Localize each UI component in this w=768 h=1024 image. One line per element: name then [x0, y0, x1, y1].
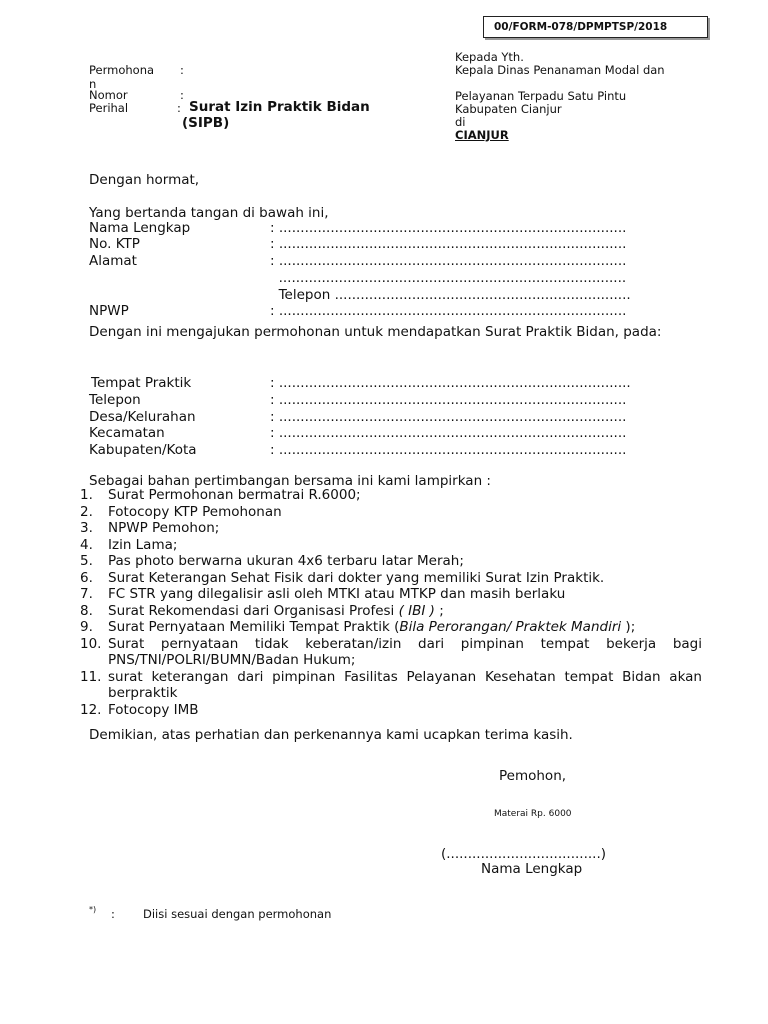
intro-text: Yang bertanda tangan di bawah ini,: [89, 205, 329, 221]
list-item: [80, 636, 702, 669]
field-label-nama: Nama Lengkap: [89, 220, 191, 236]
signature-name: Nama Lengkap: [481, 861, 583, 877]
perihal-title-line2: (SIPB): [182, 115, 230, 131]
field-label-desa: Desa/Kelurahan: [89, 409, 196, 425]
list-text: Surat Permohonan bermatrai R.6000;: [108, 487, 361, 503]
list-number: 3.: [80, 520, 93, 536]
list-text: Surat pernyataan tidak keberatan/izin dari pimpinan tempat bekerja bagi PNS/TNI/POLRI/BUMN/Badan Hukum;: [108, 635, 702, 668]
address-line1: Kepada Yth.: [455, 50, 524, 64]
pemohon-colon: :: [180, 63, 184, 77]
attachments-list: [80, 487, 702, 718]
field-label-tempat: Tempat Praktik: [91, 375, 192, 391]
field-blank-nama: : .................................................................................: [270, 220, 627, 236]
list-text: Surat Keterangan Sehat Fisik dari dokter yang memiliki Surat Izin Praktik.: [108, 569, 605, 586]
list-item: [80, 504, 702, 521]
list-number: 5.: [80, 553, 93, 569]
pemohon-label-wrap: n: [89, 77, 97, 91]
list-text: Pas photo berwarna ukuran 4x6 terbaru latar Merah;: [108, 553, 464, 569]
nomor-colon: :: [180, 88, 184, 102]
address-line3: Pelayanan Terpadu Satu Pintu: [455, 89, 627, 103]
attachments-intro: Sebagai bahan pertimbangan bersama ini kami lampirkan :: [89, 473, 491, 489]
field-blank-telepon: Telepon .....................................................................: [270, 287, 631, 303]
field-label-npwp: NPWP: [89, 303, 129, 319]
list-text: Fotocopy KTP Pemohonan: [108, 503, 282, 520]
field-label-kecamatan: Kecamatan: [89, 425, 165, 441]
practice-fields: [0, 375, 768, 465]
list-item: [80, 586, 702, 603]
list-number: 1.: [80, 487, 93, 503]
list-text: surat keterangan dari pimpinan Fasilitas Pelayanan Kesehatan tempat Bidan akan berpraktik: [108, 668, 702, 701]
nomor-label: Nomor: [89, 88, 128, 102]
field-blank-kecamatan: : .................................................................................: [270, 425, 627, 441]
list-number: 2.: [80, 503, 93, 520]
list-text: Surat Pernyataan Memiliki Tempat Praktik (: [108, 619, 400, 635]
list-number: 9.: [80, 619, 93, 635]
list-text: FC STR yang dilegalisir asli oleh MTKI atau MTKP dan masih berlaku: [108, 586, 566, 602]
footnote-marker: *): [89, 905, 97, 914]
signature-pemohon: Pemohon,: [499, 768, 567, 784]
field-blank-alamat-2: .................................................................................: [270, 270, 627, 286]
list-item: [80, 570, 702, 587]
list-item: [80, 619, 702, 636]
list-number: 6.: [80, 569, 93, 586]
field-blank-ktp: : .................................................................................: [270, 236, 627, 252]
list-item: [80, 669, 702, 702]
list-text: Izin Lama;: [108, 536, 178, 553]
list-text-end: ;: [434, 602, 444, 619]
list-number: 4.: [80, 536, 93, 553]
footnote-text: Diisi sesuai dengan permohonan: [143, 907, 332, 921]
field-label-telepon: Telepon: [89, 392, 141, 408]
signature-blank: (....................................): [441, 846, 607, 862]
field-label-kabupaten: Kabupaten/Kota: [89, 442, 197, 458]
address-block: [0, 0, 768, 145]
list-text: Surat Rekomendasi dari Organisasi Profesi: [108, 602, 399, 619]
list-text: Fotocopy IMB: [108, 701, 199, 718]
request-text: Dengan ini mengajukan permohonan untuk mendapatkan Surat Praktik Bidan, pada:: [89, 324, 662, 340]
field-blank-alamat: : .................................................................................: [270, 253, 627, 269]
list-text-italic: ( IBI ): [398, 602, 435, 619]
materai-label: Materai Rp. 6000: [494, 809, 572, 819]
list-number: 11.: [80, 668, 102, 685]
closing-text: Demikian, atas perhatian dan perkenannya kami ucapkan terima kasih.: [89, 727, 573, 743]
pemohon-label: Permohona: [89, 63, 155, 77]
applicant-fields: [0, 220, 768, 320]
address-line4: Kabupaten Cianjur: [455, 102, 562, 116]
form-code: 00/FORM-078/DPMPTSP/2018: [494, 21, 668, 33]
list-text-end: );: [621, 619, 636, 635]
list-item: [80, 603, 702, 620]
list-number: 10.: [80, 635, 102, 652]
list-number: 8.: [80, 602, 93, 619]
list-item: [80, 702, 702, 719]
greeting: Dengan hormat,: [89, 172, 200, 188]
list-item: [80, 553, 702, 570]
field-blank-npwp: : .................................................................................: [270, 303, 627, 319]
address-line5: di: [455, 115, 466, 129]
list-item: [80, 487, 702, 504]
footnote: [0, 905, 768, 925]
field-blank-desa: : .................................................................................: [270, 409, 627, 425]
list-item: [80, 537, 702, 554]
perihal-title-line1: Surat Izin Praktik Bidan: [189, 99, 370, 115]
address-line2: Kepala Dinas Penanaman Modal dan: [455, 63, 665, 77]
field-blank-kabupaten: : .................................................................................: [270, 442, 627, 458]
list-item: [80, 520, 702, 537]
field-label-ktp: No. KTP: [89, 236, 140, 252]
list-number: 12.: [80, 701, 102, 718]
list-text-italic: Bila Perorangan/ Praktek Mandiri: [399, 619, 622, 635]
field-label-alamat: Alamat: [89, 253, 137, 269]
perihal-label: Perihal: [89, 101, 129, 115]
footnote-colon: :: [111, 907, 115, 921]
list-number: 7.: [80, 586, 93, 602]
field-blank-telepon-praktik: : .................................................................................: [270, 392, 627, 408]
perihal-colon: :: [177, 101, 181, 115]
field-blank-tempat: : ..................................................................................: [270, 375, 631, 391]
list-text: NPWP Pemohon;: [108, 520, 220, 536]
address-city: CIANJUR: [455, 128, 509, 142]
